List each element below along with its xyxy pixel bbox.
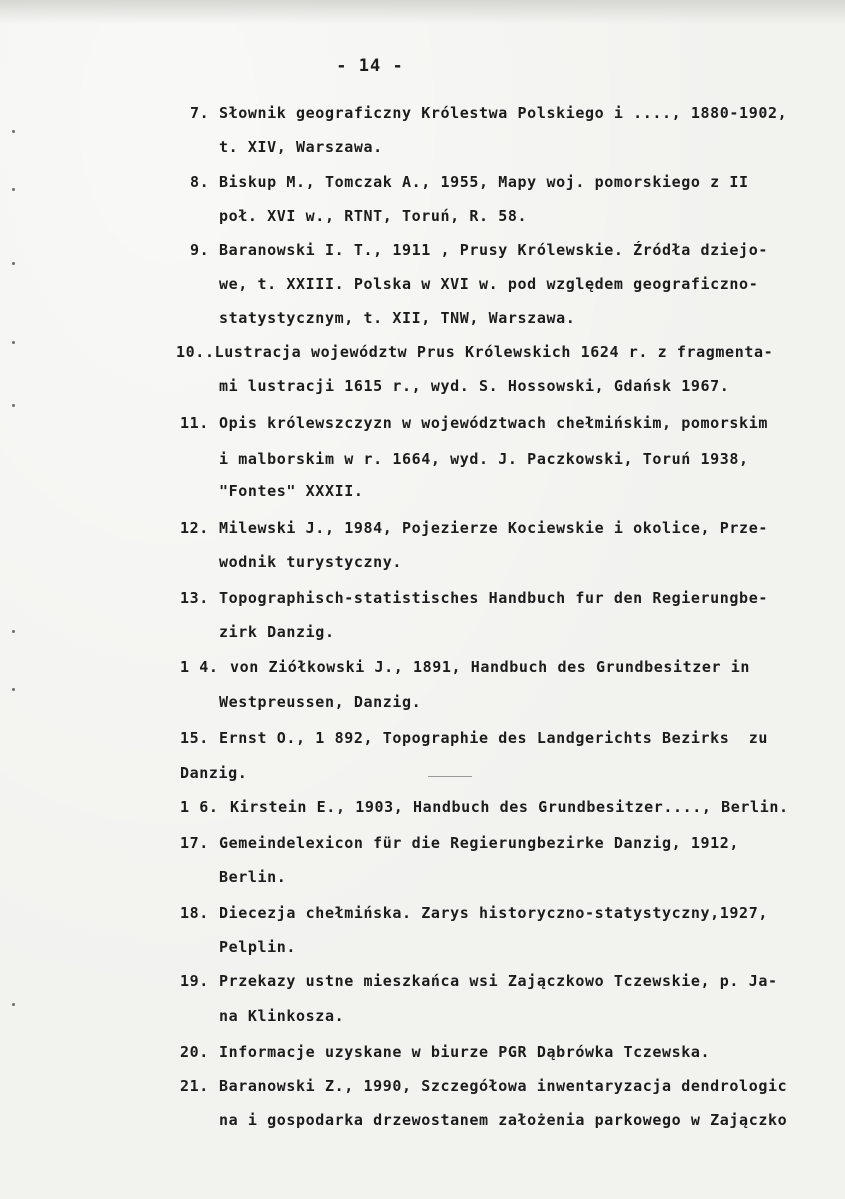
entry-number: 12. (180, 519, 209, 537)
entry-line: Danzig. (180, 764, 248, 782)
entry-line: Ernst O., 1 892, Topographie des Landgerichts Bezirks zu (219, 729, 768, 747)
entry-number: 1 4. (180, 658, 219, 676)
entry-line: Berlin. (219, 868, 287, 886)
margin-speck (12, 262, 15, 265)
margin-speck (12, 341, 15, 344)
entry-line: t. XIV, Warszawa. (219, 138, 383, 156)
entry-line: Milewski J., 1984, Pojezierze Kociewskie i okolice, Prze- (219, 519, 768, 537)
entry-line: na Klinkosza. (219, 1007, 345, 1025)
entry-line: Gemeindelexicon für die Regierungbezirke Danzig, 1912, (219, 834, 740, 852)
page-number: - 14 - (336, 56, 404, 76)
entry-line: Topographisch-statistisches Handbuch fur den Regierungbe- (219, 589, 768, 607)
entry-number: 21. (180, 1077, 209, 1095)
entry-line: Biskup M., Tomczak A., 1955, Mapy woj. pomorskiego z II (219, 173, 749, 191)
ink-smudge (428, 776, 472, 777)
entry-number: 1 6. (180, 798, 219, 816)
entry-line: Baranowski I. T., 1911 , Prusy Królewskie. Źródła dziejo- (219, 241, 768, 259)
entry-number: 11. (180, 414, 209, 432)
entry-line: Baranowski Z., 1990, Szczegółowa inwentaryzacja dendrologic (219, 1077, 788, 1095)
entry-line: Informacje uzyskane w biurze PGR Dąbrówka Tczewska. (219, 1043, 711, 1061)
entry-number: 13. (180, 589, 209, 607)
entry-line: Przekazy ustne mieszkańca wsi Zajączkowo Tczewskie, p. Ja- (219, 972, 778, 990)
entry-number: 15. (180, 729, 209, 747)
entry-line: zirk Danzig. (219, 623, 335, 641)
entry-number: 18. (180, 904, 209, 922)
entry-line: Kirstein E., 1903, Handbuch des Grundbesitzer...., Berlin. (230, 798, 789, 816)
margin-speck (12, 404, 15, 407)
entry-line: Westpreussen, Danzig. (219, 693, 422, 711)
entry-line: .Lustracja województw Prus Królewskich 1624 r. z fragmenta- (205, 343, 774, 361)
margin-speck (12, 130, 15, 133)
entry-number: 9. (190, 241, 210, 259)
entry-line: Diecezja chełmińska. Zarys historyczno-statystyczny,1927, (219, 904, 768, 922)
entry-line: wodnik turystyczny. (219, 553, 402, 571)
entry-line: Słownik geograficzny Królestwa Polskiego i ...., 1880-1902, (219, 104, 788, 122)
entry-number: 8. (190, 173, 210, 191)
margin-speck (12, 1003, 15, 1006)
entry-number: 20. (180, 1043, 209, 1061)
entry-line: we, t. XXIII. Polska w XVI w. pod względem geograficzno- (219, 275, 759, 293)
entry-number: 10. (176, 343, 205, 361)
entry-line: poł. XVI w., RTNT, Toruń, R. 58. (219, 207, 528, 225)
entry-line: mi lustracji 1615 r., wyd. S. Hossowski, Gdańsk 1967. (219, 377, 730, 395)
entry-line: von Ziółkowski J., 1891, Handbuch des Grundbesitzer in (230, 658, 751, 676)
margin-speck (12, 188, 15, 191)
entry-line: "Fontes" XXXII. (219, 482, 364, 500)
entry-line: i malborskim w r. 1664, wyd. J. Paczkowski, Toruń 1938, (219, 450, 749, 468)
entry-line: na i gospodarka drzewostanem założenia parkowego w Zajączko (219, 1111, 788, 1129)
margin-speck (12, 630, 15, 633)
entry-line: Opis królewszczyzn w województwach chełmińskim, pomorskim (219, 414, 768, 432)
scan-top-edge (0, 0, 845, 24)
entry-number: 7. (190, 104, 210, 122)
entry-number: 19. (180, 972, 209, 990)
margin-speck (12, 688, 15, 691)
entry-number: 17. (180, 834, 209, 852)
entry-line: Pelplin. (219, 938, 297, 956)
entry-line: statystycznym, t. XII, TNW, Warszawa. (219, 309, 576, 327)
